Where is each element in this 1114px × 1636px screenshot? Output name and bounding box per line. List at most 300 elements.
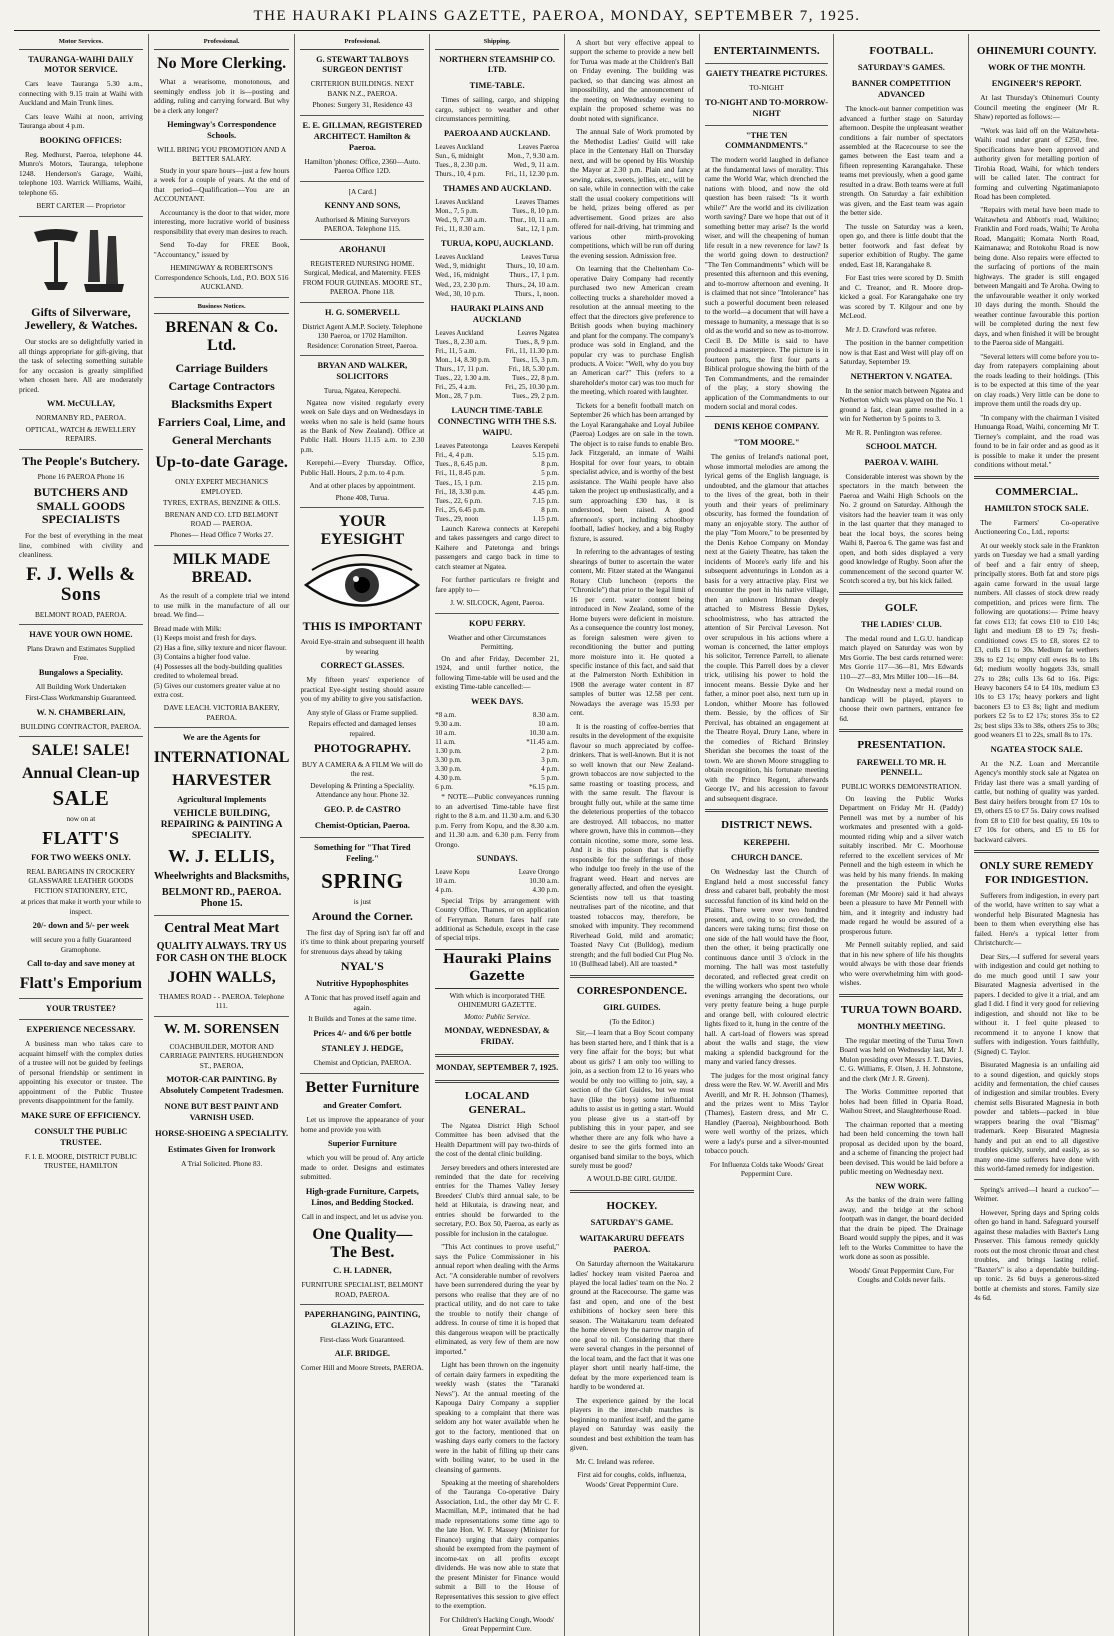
ad-heading: Superior Furniture: [327, 1139, 397, 1149]
article-text: Mr J. D. Crawford was referee.: [845, 324, 937, 334]
ad-address: BELMONT ROAD, PAEROA.: [35, 609, 127, 619]
article-text: On Saturday afternoon the Waitakaruru ladies' hockey team visited Paeroa and played the local ladies' team on the No. 2 ground at the Racecourse. The game was fast and open, and one of the best exhibitions of hockey seen here this season. The Waitakaruru team defeated the home eleven by the narrow margin of one goal to nil. Considering that there were several changes in the personnel of the local team, and the fact that it was one player short until nearly half-time, the defeat by the more experienced team is hardly to be wondered at.: [569, 1259, 694, 1392]
section-heading: Shipping.: [435, 38, 559, 50]
article-text: A short but very effective appeal to support the scheme to provide a new bell for Turua was made at the Children's Ball on Friday evening. The building was packed, so that dancing was almost an impossibility, and the announcement of the meeting on Wednesday evening to explain the proposed scheme was no doubt noted with significance.: [569, 38, 694, 123]
article-heading: TURUA TOWN BOARD.: [840, 1003, 962, 1016]
divider: [154, 545, 290, 546]
ad-text: Study in your spare hours—just a few hours a week for a couple of years. At the end of that period—Qualification—You are an ACCOUNTANT.: [153, 165, 290, 204]
ad-text: WILL BRING YOU PROMOTION AND A BETTER SALARY.: [157, 144, 287, 164]
ad-text: Any style of Glass or Frame supplied.: [306, 707, 418, 717]
article-subheading: HAMILTON STOCK SALE.: [984, 503, 1089, 513]
ad-text: The first day of Spring isn't far off and it's time to think about preparing yourself for strenuous days ahead by taking: [300, 927, 425, 956]
ad-heading: No More Clerking.: [157, 54, 287, 72]
article-text: The chairman reported that a meeting had been held concerning the town hall proposal as decided upon by the board, and a scheme of financing the project had been devised. This would be laid before a public meeting on Wednesday next.: [839, 1119, 964, 1177]
ad-heading: HAVE YOUR OWN HOME.: [29, 630, 133, 640]
ad-text: All Building Work Undertaken: [35, 681, 127, 691]
ad-heading: Nutritive Hypophosphites: [316, 979, 409, 989]
divider: [435, 1054, 559, 1057]
timetable-heading: WEEK DAYS.: [470, 696, 524, 706]
article-heading: GOLF.: [884, 601, 918, 614]
table-row: Wed., 23, 2.30 p.m. Thurs., 24, 10 a.m.: [435, 280, 559, 289]
top-rule: [14, 30, 1100, 31]
proprietor: BERT CARTER — Proprietor: [36, 201, 126, 211]
ad-heading: BOOKING OFFICES:: [39, 135, 122, 145]
divider: [705, 63, 829, 64]
nameplate-motto: Motto: Public Service.: [464, 1011, 531, 1021]
ad-name: FLATT'S: [42, 827, 120, 848]
divider: [570, 1190, 694, 1193]
table-row: 10 a.m. 10.30 a.m.: [435, 877, 559, 886]
article-subheading: GIRL GUIDES.: [603, 1002, 661, 1012]
article-text: On leaving the Public Works Department on Friday Mr H. (Paddy) Pennell was met by a number of his workmates and presented with a gold-mounted riding whip and a silver watch suitably inscribed. Mr C. Moorhouse referred to the excellent services of Mr Pennell and the high esteem in which he was held by his many friends. In making the presentation the Public Works foreman (Mr Moore) said it had always been a pleasure to have Mr Pennell with him, and it integrity and industry had made regard he would be assured of a prosperous future.: [839, 793, 964, 936]
table-row: Fri., 11, 5 a.m. Fri., 11, 11.30 p.m.: [435, 346, 559, 355]
ad-phone: Phones— Head Office 7 Works 27.: [170, 530, 274, 540]
ad-heading: TIME-TABLE.: [469, 81, 525, 91]
timetable-hauraki: [435, 329, 559, 402]
ad-address: THAMES ROAD - - PAEROA. Telephone 111.: [159, 991, 285, 1011]
ad-text: Plans Drawn and Estimates Supplied Free.: [26, 643, 135, 663]
article-subheading: FAREWELL TO MR. H. PENNELL.: [856, 757, 947, 778]
ad-name: AROHANUI: [339, 244, 386, 254]
timetable-heading: LAUNCH TIME-TABLE CONNECTING WITH THE S.S. WAIPU.: [437, 406, 557, 438]
article-text: "Repairs with metal have been made to Waitawheta and Abbott's road, Waikino; Franklin and Ford roads, Waihi; Te Aroha Road, Mangaiti; Komata North Road, Kaimanawa; and Rotokohu Road is now being done. Also repairs were effected to the surfacing of portions of the main highways. The grader is still engaged between Mangaiti and Te Aroha. Owing to the unfavourable weather it only worked 10 days during the month. Should the weather continue favourable this portion will be completed during the next few days, and when finished it will be brought to the Paeroa side of Mangaiti.: [974, 205, 1099, 348]
article-heading: COMMERCIAL.: [995, 485, 1079, 498]
ad-name: Flatt's Emporium: [19, 974, 142, 992]
ad-text: Weather and other Circumstances Permitting.: [448, 632, 547, 652]
timetable-weekdays: [435, 711, 559, 793]
ad-text: Wheelwrights and Blacksmiths,: [153, 871, 290, 883]
column-1: [14, 34, 149, 1636]
ad-trade: Chemist and Optician, PAEROA.: [313, 1058, 412, 1068]
ad-text: As the result of a complete trial we intend to use milk in the manufacture of all our bread. We find—: [153, 591, 290, 620]
article-text: For East tries were scored by D. Smith and C. Treanor, and R. Moore drop-kicked a goal. For Karangahake one try was scored by T. Kilgour and one by McLeod.: [839, 273, 964, 321]
ad-text: Send To-day for FREE Book, "Accountancy," issued by: [153, 240, 290, 259]
table-row: Fri., 18, 3.30 p.m. 4.45 p.m.: [435, 487, 559, 496]
divider: [300, 507, 424, 508]
table-header: Leaves Turua: [521, 253, 559, 262]
article-heading: ENTERTAINMENTS.: [713, 45, 820, 57]
table-row: Tues., 15, 1 p.m. 2.15 p.m.: [435, 478, 559, 487]
table-row: 3.30 p.m. 3 p.m.: [435, 756, 559, 765]
ad-name: W. M. SORENSEN: [163, 1021, 280, 1037]
ad-address: CRITERION BUILDINGS. NEXT BANK N.Z., PAEROA.: [310, 79, 414, 98]
ad-text: Accountancy is the door to that wider, more interesting, more lucrative world of business responsibility that every man desires to reach.: [153, 207, 290, 236]
ad-name: BRENAN & Co. Ltd.: [165, 319, 278, 354]
article-subheading: MONTHLY MEETING.: [857, 1021, 946, 1031]
ad-phone: Hamilton 'phones: Office, 2360—Auto. Paeroa Office 12D.: [304, 156, 421, 176]
ad-heading: PHOTOGRAPHY.: [313, 741, 411, 756]
divider: [154, 1016, 290, 1017]
ad-name: BRENAN AND CO. LTD BELMONT ROAD — PAEROA.: [164, 509, 279, 528]
table-row: Fri., 11, 8.45 p.m. 5 p.m.: [435, 469, 559, 478]
nameplate-days: MONDAY, WEDNESDAY, & FRIDAY.: [444, 1026, 550, 1047]
ad-heading: EXPERIENCE NECESSARY.: [26, 1025, 136, 1035]
ad-name: INTERNATIONAL: [153, 749, 290, 767]
ad-name: BRYAN AND WALKER, SOLICITORS: [317, 361, 408, 382]
ad-text: Let us improve the appearance of your home and provide you with: [300, 1115, 425, 1134]
ad-text: COACHBUILDER, MOTOR AND CARRIAGE PAINTERS. HUGHENDON ST., PAEROA,: [159, 1041, 284, 1070]
article-text: The regular meeting of the Turua Town Board was held on Wednesday last, Mr J. Mulon presiding over Messrs J. T. Davies, C. G. Williams, F. Olsen, J. H. Johnstone, and the clerk (Mr J. R. Green).: [839, 1035, 964, 1083]
article-subheading: PAEROA V. WAIHI.: [864, 457, 939, 467]
divider: [705, 416, 829, 417]
divider: [570, 975, 694, 978]
ad-name: DAVE LEACH. VICTORIA BAKERY, PAEROA.: [163, 703, 280, 722]
timetable-heading: KOPU FERRY.: [469, 618, 526, 628]
ad-heading: YOUR EYESIGHT: [320, 513, 405, 548]
divider: [154, 727, 290, 728]
ad-name: GEO. P. de CASTRO: [324, 804, 401, 814]
sale-heading: SALE: [52, 786, 110, 811]
ad-trade: Chemist-Optician, Paeroa.: [314, 820, 410, 830]
ad-text: now on at: [66, 814, 96, 824]
footer-ad: For Children's Hacking Cough, Woods' Great Peppermint Cure.: [439, 1614, 555, 1634]
ad-heading: SPRING: [321, 868, 404, 893]
article-subheading: "TOM MOORE.": [733, 438, 800, 448]
list-item: (3) Contains a higher food value.: [153, 652, 251, 662]
ad-text: will secure you a fully Guaranteed Gramophone.: [30, 935, 132, 954]
table-row: *8 a.m. 8.30 a.m.: [435, 710, 559, 719]
ad-name: W. N. CHAMBERLAIN,: [36, 707, 126, 717]
ad-heading: 20/- down and 5/- per week: [32, 921, 130, 931]
column-6: [700, 34, 835, 1636]
ad-text: TYRES, EXTRAS, BENZINE & OILS.: [162, 498, 281, 508]
list-item: (4) Possesses all the body-building qualities credited to wholemeal bread.: [153, 661, 283, 681]
article-text: "This Act continues to prove useful," says the Police Commissioner in his annual report when dealing with the Arms Act. "A considerable number of revolvers have been surrendered during the year by persons who realise that they are of no practical utility, and do not care to take the trouble to notify their change of address. In course of time it is hoped that this dangerous weapon will be practically eliminated, as very few of them are now imported.": [435, 1242, 559, 1356]
table-row: 11 a.m. *11.45 a.m.: [435, 737, 559, 746]
article-text: Mr Pennell suitably replied, and said that in his new sphere of life his thoughts would always be with those dear friends who were overwhelming him with good-wishes.: [839, 940, 964, 988]
section-heading: Motor Services.: [19, 38, 143, 50]
article-subheading: NGATEA STOCK SALE.: [990, 744, 1083, 754]
timetable-heading: TURUA, KOPU, AUCKLAND.: [440, 239, 554, 249]
table-row: 4.30 p.m. 5 p.m.: [435, 774, 559, 783]
ad-heading: Estimates Given for Ironwork: [167, 1145, 276, 1155]
article-subheading: TO-NIGHT AND TO-MORROW-NIGHT: [705, 97, 829, 118]
divider: [705, 809, 829, 812]
table-row: Fri., 25, 4 a.m. Fri., 25, 10.30 p.m.: [435, 383, 559, 392]
masthead: THE HAURAKI PLAINS GAZETTE, PAEROA, MONDAY, SEPTEMBER 7, 1925.: [253, 8, 861, 24]
article-text: Tickets for a benefit football match on September 26 which has been arranged by the Loyal Karangahake and Loyal Jubilee (Paeroa) Lodges are on sale in the town. The object is to raise funds to enable Bro. Jack Fitzgerald, an inmate of Waihi Hospital for over four years, to obtain specialist advice, and is worthy of the best assistance. The Waihi people have also taken the project up enthusiastically, and a sum approaching £30 has, it is understood, been raised. A good afternoon's sport, including schoolboy football, ladies' hockey, and a big Rugby fixture, is assured.: [569, 400, 694, 543]
column-8: [969, 34, 1104, 1636]
article-heading: HOCKEY.: [606, 1199, 658, 1212]
table-row: Fri., 25, 6.45 p.m. 8 p.m.: [435, 505, 559, 514]
article-text: Bisurated Magnesia is an unfailing aid to a sound digestion, and quickly stops acidity and fermentation, the chief causes of indigestion and similar troubles. Every chemist sells Bisurated Magnesia in both powder and tablets—packed in blue wrappers bearing the oval "Bismag" trademark. Keep Bisurated Magnesia handy and put an end to all digestive troubles quickly, surely, and easily, as so many one-time sufferers have done with this world-famed remedy for indigestion.: [974, 1060, 1099, 1174]
divider: [300, 837, 424, 838]
ad-address: Turua, Ngatea, Kerepechi.: [323, 386, 401, 396]
article-subheading: BANNER COMPETITION ADVANCED: [851, 79, 951, 100]
ad-text: Call in and inspect, and let us advise you.: [301, 1211, 423, 1221]
article-signature: A WOULD-BE GIRL GUIDE.: [586, 1174, 678, 1184]
ad-heading: CORRECT GLASSES.: [320, 661, 405, 671]
table-row: 3.30 p.m. 4 p.m.: [435, 765, 559, 774]
ad-address: Corner Hill and Moore Streets, PAEROA.: [300, 1363, 424, 1373]
ad-heading: CONSULT THE PUBLIC TRUSTEE.: [34, 1126, 128, 1147]
table-header: Leaves Auckland: [435, 198, 484, 206]
ad-text: Avoid Eye-strain and subsequent ill health by wearing: [300, 637, 425, 656]
article-text: On Wednesday last the Church of England held a most successful fancy dress and cabaret ball, probably the most successful function of its kind held on the Plains. There were over two hundred present, and, owing to so crowded, the dancers were taking turns; first those on one side of the hall would have the floor, then the other, it being practically one continuous dance until 3 o'clock in the morning. The hall was most tastefully decorated, and reflected great credit on the willing workers who spent two whole evenings arranging the decorations, our very pretty feature being a huge purple and orange bell, with coloured electric lights fixed to it, hung in the centre of the hall. A cart-load of flowers was spread about the walls and stage, the view making a splendid background for the many and varied fancy dresses.: [704, 867, 829, 1067]
divider: [974, 1179, 1099, 1180]
divider: [154, 915, 290, 916]
table-row: Tues., 22, 6 p.m. 7.15 p.m.: [435, 496, 559, 505]
ad-heading: MOTOR-CAR PAINTING. By Absolutely Competent Tradesmen.: [159, 1075, 284, 1096]
ad-text: For further particulars re freight and fare apply to—: [435, 575, 559, 594]
ad-text: A Tonic that has proved itself again and again.: [304, 993, 421, 1012]
ad-name: WM. McCULLAY,: [46, 399, 115, 409]
table-header: Leaves Paeroa: [518, 142, 559, 151]
ad-name: HARVESTER: [172, 771, 272, 789]
ad-text: which you will be proud of. Any article made to order. Designs and estimates submitted.: [300, 1153, 425, 1182]
table-row: Sun., 6, midnight Mon., 7, 9.30 a.m.: [435, 151, 559, 160]
article-heading: FOOTBALL.: [869, 45, 934, 57]
ad-heading: High-grade Furniture, Carpets, Linos, and Bedding Stocked.: [305, 1186, 419, 1207]
article-subheading: (To the Editor.): [609, 1016, 655, 1026]
ad-text: Reg. Medhurst, Paeroa, telephone 44. Munro's Motors, Tauranga, telephone 1248. Henderson's Garage, Waihi, telephone 103. Warrick Williams, Waihi, telephone 65.: [19, 149, 143, 197]
divider: [300, 1304, 424, 1305]
ad-text: at prices that make it worth your while to inspect.: [20, 897, 142, 916]
table-row: Fri., 11, 8.30 a.m. Sat., 12, 1 p.m.: [435, 225, 559, 234]
ad-text: Ngatea now visited regularly every week on Sale days and on Wednesdays in weeks when no sale is held (same hours as the Bank of New Zealand). Office at Public Hall. Hours 11.15 a.m. to 2.30 p.m.: [300, 397, 425, 454]
article-text: As the banks of the drain were falling away, and the bridge at the school footpath was in danger, the board decided that the drain be piped. The Drainage Board would supply the pipes, and it was left to the Works Committee to have the work done as soon as possible.: [839, 1195, 964, 1262]
ad-text: First-class Work Guaranteed.: [319, 1334, 405, 1344]
article-subheading: SATURDAY'S GAME.: [590, 1218, 674, 1228]
article-text: Jersey breeders and others interested are reminded that the date for receiving entries for the Thames Valley Jersey Breeders' Club's third annual sale, to be held at Hikutaia, is drawing near, and entries should be forwarded to the secretary, P.O. Box 50, Paeroa, as early as possible for inclusion in the catalogue.: [435, 1162, 559, 1238]
nameplate-sub: With which is incorporated THE OHINEMURI GAZETTE.: [449, 990, 545, 1010]
ad-heading: We are the Agents for: [182, 733, 261, 743]
ad-text: Cars leave Tauranga 5.30 a.m., connecting with 9.15 train at Waihi with Auckland and Main Trunk lines.: [19, 79, 143, 108]
sale-heading: Annual Clean-up: [21, 764, 140, 782]
table-row: 1.30 p.m. 2 p.m.: [435, 746, 559, 755]
ad-heading: MILK MADE BREAD.: [172, 550, 271, 586]
article-text: Spring's arrived—I heard a cuckoo"—Weimer.: [974, 1184, 1099, 1204]
article-subheading: TO-NIGHT: [749, 83, 784, 93]
ad-name: F. J. Wells & Sons: [26, 563, 136, 605]
ad-text: A Trial Solicited. Phone 83.: [181, 1158, 263, 1168]
ad-name: JOHN WALLS,: [167, 969, 276, 987]
ad-text: For the best of everything in the meat line, combined with civility and cleanliness.: [19, 531, 143, 560]
article-text: At the N.Z. Loan and Mercantile Agency's monthly stock sale at Ngatea on Friday last there was a small yarding of cattle, but nothing of quality was yarded. Best dairy heifers brought from £7 10s to £9, others £5 to £7 5s. Dairy cows realised from £8 to £10 for best quality, £6 10s to £7 10s for others, and £5 to £6 for backward calvers.: [974, 758, 1099, 844]
table-row: Tues., 22, 1.30 a.m. Tues., 22, 8 p.m.: [435, 374, 559, 383]
article-text: At last Thursday's Ohinemuri County Council meeting the engineer (Mr R. Shaw) reported as follows:—: [974, 93, 1099, 122]
timetable-turua: [435, 253, 559, 298]
ad-heading: The People's Butchery.: [22, 453, 140, 468]
table-row: 6 p.m. *6.15 p.m.: [435, 783, 559, 792]
article-text: The Works Committee reported that holes had been filled in Oparia Road, Waihou Street, and Slaughterhouse Road.: [839, 1087, 964, 1116]
ad-name: H. G. SOMERVELL: [325, 307, 400, 317]
divider: [839, 592, 963, 595]
divider: [300, 181, 424, 182]
table-row: Wed., 9, 7.30 a.m. Thur., 10, 11 a.m.: [435, 216, 559, 225]
divider: [19, 998, 143, 999]
article-text: Mr R. R. Penlington was referee.: [845, 427, 942, 437]
ad-name: C. H. LADNER,: [333, 1266, 392, 1276]
timetable-thames: [435, 198, 559, 234]
article-subheading: GAIETY THEATRE PICTURES.: [705, 69, 828, 79]
ad-heading: Gifts of Silverware, Jewellery, & Watches.: [24, 304, 138, 333]
ad-heading: Agricultural Implements: [177, 794, 267, 804]
column-4: [430, 34, 565, 1636]
ad-heading: Prices 4/- and 6/6 per bottle: [313, 1028, 412, 1038]
article-text: The annual Sale of Work promoted by the Methodist Ladies' Guild will take place in the Centenary Hall on Thursday next, and will be opened by His Worship the Mayor at 2.30 p.m. Plain and fancy sewing, cakes, sweets, jellies, etc., will be on sale, while in connection with the cake stall the usual cookery competitions will be held, prizes being offered as per advertisement. Good prizes are also offered for nail-driving, hat trimming and various other mirth-provoking competitions, which will be run off during the evening session. Admission free.: [569, 127, 694, 260]
article-text: On learning that the Cheltenham Co-operative Dairy Company had recently purchased two new American cream collecting trucks a shareholder moved a resolution at the annual meeting to the effect that the directors give preference to British goods when buying machinery and plant for the company. The company's produce was sold in England, and the popular cry was to purchase English products. A Voice: "Well, why do you buy an American car?" This (refers to a shareholder's motor car) was too much for the meeting, which roared with laughter.: [569, 264, 694, 397]
ad-name: NYAL'S: [340, 959, 384, 974]
ad-text: District Agent A.M.P. Society. Telephone 130 Paeroa, or 1702 Hamilton. Residence: Coronation Street, Paeroa.: [302, 321, 423, 350]
footer-ad: Woods' Great Peppermint Cure, For Coughs and Colds never fails.: [849, 1265, 954, 1285]
divider: [839, 729, 963, 732]
ad-text: Carriage Builders Cartage Contractors Blacksmiths Expert Farriers Coal, Lime, and General Merchants: [157, 361, 286, 448]
table-row: Fri., 4, 4 p.m. 5.15 p.m.: [435, 451, 559, 460]
article-text: The modern world laughed in defiance at the fundamental laws of morality. This came the World War, which drenched the nations with blood, and now the old question has been raised: "Is it worth while?" Are the world and its civilization worth saving? Dare we hope that out of it something better may arise? Is the world wiser, and will the cheapening of human life result in a new reverence for law? Is the world going down to destruction? "The Ten Commandments" which will be presented this afternoon and this evening, and to-morrow afternoon and evening. It is claimed that not since "Intolerance" has such a powerful document been released to the world—a document that will have a message to humanity, a message that is so old as the world and so new as to-morrow. Cecil B. De Mille is said to have produced a masterpiece. The picture is in fourteen parts, the first four parts a Biblical prologue showing the birth of the Ten Commandments, and the remainder of the play, a story showing the application of the Commandments to our modern social and moral codes.: [704, 155, 829, 411]
table-header: Leaves Thames: [515, 198, 559, 206]
table-header: Leaves Auckland: [435, 253, 484, 262]
ad-text: Special Trips by arrangement with County Office, Thames, or on application of Ferryman. Return fares half rate additional as Schedule, except in the case of special trips.: [435, 895, 559, 943]
divider: [19, 1019, 143, 1020]
issue-date: MONDAY, SEPTEMBER 7, 1925.: [435, 1063, 559, 1073]
divider: [154, 297, 290, 298]
ad-name: E. E. GILLMAN, REGISTERED ARCHITECT. Hamilton & Paeroa.: [302, 120, 423, 152]
article-text: Dear Sirs,—I suffered for several years with indigestion and could get nothing to do me much good until I saw your Bisurated Magnesia advertised in the papers. I decided to give it a trial, and am glad I did. I find it very good for relieving indigestion, and should not like to be without it. I feel quite pleased to recommend it to anyone I know that suffers with indigestion. Yours faithfully, (Signed) C. Taylor.: [974, 951, 1099, 1056]
ad-text: [A Card.]: [348, 186, 377, 196]
sale-heading: SALE! SALE!: [31, 742, 130, 760]
article-subheading: ENGINEER'S REPORT.: [991, 79, 1082, 89]
divider: [435, 613, 559, 614]
ad-text: Repairs effected and damaged lenses repaired.: [308, 719, 417, 738]
ad-text: Developing & Printing a Speciality. Attendance any hour. Phone 32.: [310, 780, 415, 800]
table-row: Mon., 7, 5 p.m. Tues., 8, 10 p.m.: [435, 207, 559, 216]
article-text: At our weekly stock sale in the Frankton yards on Tuesday we had a small yarding of beef and a fair entry of sheep, principally stores. Both fat and store pigs again came forward in the usual large numbers. All classes of stock drew ready competition, and prices were firm. The following are quotations:— Prime heavy fat cows £13; fat cows £10 to £10 14s; light and medium £8 to £9 7s; fresh-conditioned cows £5 to £8, stores £2 to £3, culls £1 to 30s. Medium fat wethers 39s to £2 1s; empty cull ewes 8s to 18s 6d; medium woolly hoggets 33s, small 27s to 28s; culls 13s 6d to 16s. Pigs: Heavy baconers £4 to £4 10s, medium £3 10s to £3 17s; heavy porkers and light baconers £3 to £3 8s; light and medium porkers £2 5s to £2 17s; stores 35s to £2 2s; best slips 33s to 38s, others 25s to 30s; good weaners £1 to 22s, small 8s to 17s.: [974, 540, 1099, 740]
ad-heading: FOR TWO WEEKS ONLY.: [31, 852, 131, 862]
ad-heading: Call to-day and save money at: [27, 959, 135, 969]
ad-name: ALF. BRIDGE.: [334, 1349, 391, 1359]
ad-name: NORTHERN STEAMSHIP CO. LTD.: [439, 54, 556, 75]
article-text: The experience gained by the local players in the inter-club matches is beginning to manifest itself, and the game played on Saturday was easily the soundest and best exhibition the team has given.: [569, 1395, 694, 1453]
ad-heading: MAKE SURE OF EFFICIENCY.: [21, 1110, 141, 1120]
article-text: The Ngatea District High School Committee has been advised that the Health Department will pay two-thirds of the cost of the dental clinic building.: [435, 1120, 559, 1159]
ad-text: A business man who takes care to acquaint himself with the complex duties of a trustee will not be guided by feelings of personal friendship or sentiment in appointing his executor or trustee. The appointment of the Public Trustee prevents disappointment for the family.: [19, 1039, 143, 1106]
article-text: The judges for the most original fancy dress were the Rev. W. W. Averill and Mrs Averill, and Mr R. H. Johnson (Thames), and the prizes went to Miss Taylor (Thames), Eastern dress, and Mr C. Handley (Paeroa), Neighbourhood. Both were well worthy of the prizes, which were a lady's purse and a silver-mounted tobacco pouch.: [704, 1070, 829, 1156]
timetable-launch: [435, 442, 559, 524]
ad-name: Central Meat Mart: [164, 920, 280, 936]
ad-heading: NONE BUT BEST PAINT AND VARNISH USED.: [164, 1102, 279, 1123]
table-row: Wed., 30, 10 p.m. Thurs., 1, noon.: [435, 289, 559, 298]
table-row: Tues., 8, 2.30 p.m. Wed., 9, 11 a.m.: [435, 160, 559, 169]
divider: [974, 850, 1099, 853]
ad-heading: YOUR TRUSTEE?: [45, 1003, 116, 1013]
table-row: Tues., 29, noon 1.15 p.m.: [435, 514, 559, 523]
article-text: Mr. C. Ireland was referee.: [575, 1456, 655, 1466]
divider: [839, 994, 963, 997]
ad-trade: BUILDING CONTRACTOR, PAEROA.: [20, 721, 142, 731]
ad-name: KENNY AND SONS,: [324, 201, 401, 211]
ad-text: Authorised & Mining Surveyors PAEROA. Telephone 115.: [315, 215, 410, 234]
eye-illustration: [300, 554, 424, 616]
article-text: It is the roasting of coffee-berries that results in the development of the exquisite flavour so much appreciated by coffee-drinkers. That is well-known. But it is not so well known that our New Zealand-grown tobaccos are now subjected to the same roasting or toasting process, and with the same result. The flavour is brought fully out, while at the same time the deleterious properties of the tobacco are destroyed. All tobaccos, no matter where grown, have this in common—they contain nicotine, some more, some less. And it is this poison that is chiefly responsible for the sufferings of those who indulge too freely in the use of the fragrant weed. Heart and nerves are generally affected, and often the eyesight. Scientists now tell us that toasting neutralises part of the nicotine, and that toasted tobaccos may, therefore, be smoked with impunity. They recommend Riverhead Gold, mild and aromatic; Toasted Navy Cut (Bulldog), medium strength; and the full bodied Cut Plug No. 10 (Bullhead label). All are toasted.*: [569, 721, 694, 969]
article-text: On Wednesday next a medal round on handicap will be played, players to choose their own partners, entrance fee 6d.: [839, 685, 964, 723]
article-text: "In company with the chairman I visited Hunuanga Road, Waihi, concerning Mr T. Tierney's complaint, and the road was found to be in fair order and as good as it is possible to make it under the present conditions without metal.": [974, 412, 1099, 470]
article-heading: PRESENTATION.: [857, 739, 946, 752]
divider: [300, 355, 424, 356]
section-heading: Professional.: [154, 38, 290, 50]
table-header: Leaves Kerepehi: [511, 442, 559, 451]
table-row: 10 a.m. 10.30 a.m.: [435, 728, 559, 737]
ad-phone: Phones: Surgery 31, Residence 43: [312, 100, 413, 110]
timetable-heading: HAURAKI PLAINS AND AUCKLAND: [450, 303, 544, 324]
table-row: Wed., 16, midnight Thurs., 17, 1 p.m.: [435, 271, 559, 280]
ad-text: And at other places by appointment.: [309, 481, 416, 491]
ad-text: Our stocks are so delightfully varied in all things appropriate for gift-giving, that the task of selecting something suitable for any occasion is greatly simplified when chosen here. All are moderately priced.: [19, 337, 143, 394]
timetable-heading: THAMES AND AUCKLAND.: [443, 184, 552, 194]
timetable-paeroa: [435, 143, 559, 179]
article-subheading: SCHOOL MATCH.: [865, 442, 937, 451]
article-text: The position in the banner competition now is that East and West will play off on Saturday, September 19.: [839, 338, 964, 367]
article-text: "Several letters will come before you to-day from ratepayers complaining about the roads leading to their holdings. (This is to be expected at this time of the year on clay roads.) Very little can be done to improve them until the roads dry up.: [974, 351, 1099, 409]
article-heading: DISTRICT NEWS.: [721, 819, 813, 832]
ad-name: STANLEY J. HEDGE,: [321, 1044, 404, 1054]
ad-text: is just: [353, 896, 371, 906]
ad-text: QUALITY ALWAYS. TRY US FOR CASH ON THE BLOCK: [156, 941, 288, 964]
article-subheading: NEW WORK.: [875, 1181, 928, 1191]
table-row: Tues., 8, 6.45 p.m. 8 p.m.: [435, 460, 559, 469]
ad-text: * NOTE—Public conveyances running to an advertised Time-table have first right to the 8 a.m. and 11.30 a.m. and 6.30 p.m. Ferry from Kopu, and the 8.30 a.m. and 11.30 a.m. and 6.30 p.m. Ferry from Orongo.: [435, 792, 559, 849]
ad-heading: HORSE-SHOEING A SPECIALITY.: [155, 1129, 289, 1139]
ad-name: HEMINGWAY & ROBERTSON'S Correspondence Schools, Ltd., P.O. BOX 516 AUCKLAND.: [154, 263, 289, 292]
article-text: However, Spring days and Spring colds often go hand in hand. Safeguard yourself against these maladies with Baxter's Lung Preserver. This famous remedy quickly roots out the most chronic throat and chest troubles, and brings lasting relief. "Baxter's" is also a dependable building-up tonic. 2s 6d buys a generous-sized bottle at chemists and stores. Family size 4s 6d.: [974, 1207, 1099, 1303]
divider: [19, 736, 143, 737]
ad-phone: Phone 16 PAEROA Phone 16: [37, 472, 125, 482]
ad-text: ONLY EXPERT MECHANICS EMPLOYED.: [175, 477, 269, 496]
ad-name: F. I. E. MOORE, DISTRICT PUBLIC TRUSTEE, HAMILTON: [24, 1151, 137, 1171]
divider: [19, 216, 143, 217]
footer-ad: First aid for coughs, colds, influenza, Woods' Great Peppermint Cure.: [577, 1470, 687, 1489]
article-subheading: SATURDAY'S GAMES.: [857, 63, 945, 73]
table-header: Leaves Auckland: [435, 142, 484, 151]
article-subheading: CHURCH DANCE.: [731, 853, 803, 863]
ad-text: On and after Friday, December 21, 1924, and until further notice, the following Time-table will be used and the existing Time-table cancelled:—: [435, 653, 559, 692]
silverware-illustration: [19, 222, 143, 302]
article-text: Light has been thrown on the ingenuity of certain dairy farmers in expediting the weekly wash (states the "Taranaki News"). At the annual meeting of the Kapouga Dairy Company a supplier speaking to a complaint that there was seldom any hot water available when he got to the factory, mentioned that on washing days early comers to the factory were in the habit of filling up their cans with boiling water, to be used in the cleansing of garments.: [435, 1360, 559, 1474]
article-text: Speaking at the meeting of shareholders of the Tauranga Co-operative Dairy Association, Ltd., the other day Mr C. F. Macmillan, M.P., intimated that he had made representations some time ago to the late Hon. W. F. Massey (Minister for Finance) urging that dairy companies should be exempted from the payment of income-tax on all profits except dividends. He was now able to state that the present Minister for Finance would submit a Bill to the House of Representatives this session to give effect to the exemption.: [435, 1478, 559, 1611]
ad-text: Kerepehi.—Every Thursday. Office, Public Hall. Hours, 2 p.m. to 4 p.m.: [300, 458, 425, 477]
divider: [300, 1073, 424, 1074]
ad-heading: Around the Corner.: [311, 909, 413, 924]
ad-heading: Up-to-date Garage.: [155, 454, 288, 472]
ad-text: BUY A CAMERA & A FILM We will do the rest.: [302, 759, 423, 779]
table-row: 4 p.m. 4.30 p.m.: [435, 886, 559, 895]
column-5: [565, 34, 700, 1636]
article-text: The knock-out banner competition was advanced a further stage on Saturday afternoon. Despite the unpleasant weather conditions a fair number of spectators assembled at the Racecourse to see the games between the East team and a fifteen representing Karangahake. These teams met previously, when a good game resulted in a draw. Both teams were at full strength. On Saturday a fair exhibition was given, and the East team was again the better side.: [839, 104, 964, 218]
ad-name: J. W. SILCOCK, Agent, Paeroa.: [450, 598, 545, 608]
timetable-heading: SUNDAYS.: [476, 854, 518, 864]
divider: [300, 239, 424, 240]
article-heading: LOCAL AND GENERAL.: [464, 1089, 530, 1117]
article-subheading: PUBLIC WORKS DEMONSTRATION.: [841, 782, 962, 792]
table-header: Leaves Pateotonga: [435, 442, 488, 451]
ad-text: VEHICLE BUILDING, REPAIRING & PAINTING A SPECIALITY.: [160, 809, 283, 842]
ad-heading: BUTCHERS AND SMALL GOODS SPECIALISTS: [33, 484, 129, 527]
newspaper-nameplate: Hauraki Plains Gazette: [435, 949, 559, 989]
ad-heading: Bungalows a Speciality.: [38, 667, 123, 677]
ad-text: REGISTERED NURSING HOME. Surgical, Medical, and Maternity. FEES FROM FOUR GUINEAS. MOORE ST., PAEROA. Phone 118.: [302, 258, 422, 297]
ad-heading: and Greater Comfort.: [323, 1101, 402, 1111]
article-subheading: "THE TEN COMMANDMENTS.": [725, 130, 809, 151]
article-text: In the senior match between Ngatea and Netherton which was played on the No. 1 ground a fast, clean game resulted in a win for Netherton by 5 points to 3.: [839, 385, 964, 424]
divider: [705, 125, 829, 126]
article-heading: CORRESPONDENCE.: [576, 984, 688, 997]
table-row: Thurs., 10, 4 p.m. Fri., 11, 12.30 p.m.: [435, 169, 559, 178]
ad-text: Bread made with Milk:: [153, 623, 222, 633]
table-header: Leaves Ngatea: [517, 328, 559, 337]
article-heading: OHINEMURI COUNTY.: [976, 45, 1097, 57]
ad-text: Launch Karewa connects at Kerepehi and takes passengers and cargo direct to Kaihere and Patetonga and brings passengers and cargo back in time to catch steamer at Ngatea.: [435, 523, 559, 571]
article-text: The tussle on Saturday was a keen, open go, and there is little doubt that the better footwork and fast defeat by superior exhibition of Rugby. The game ended, East 18, Karangahake 8.: [839, 221, 964, 269]
